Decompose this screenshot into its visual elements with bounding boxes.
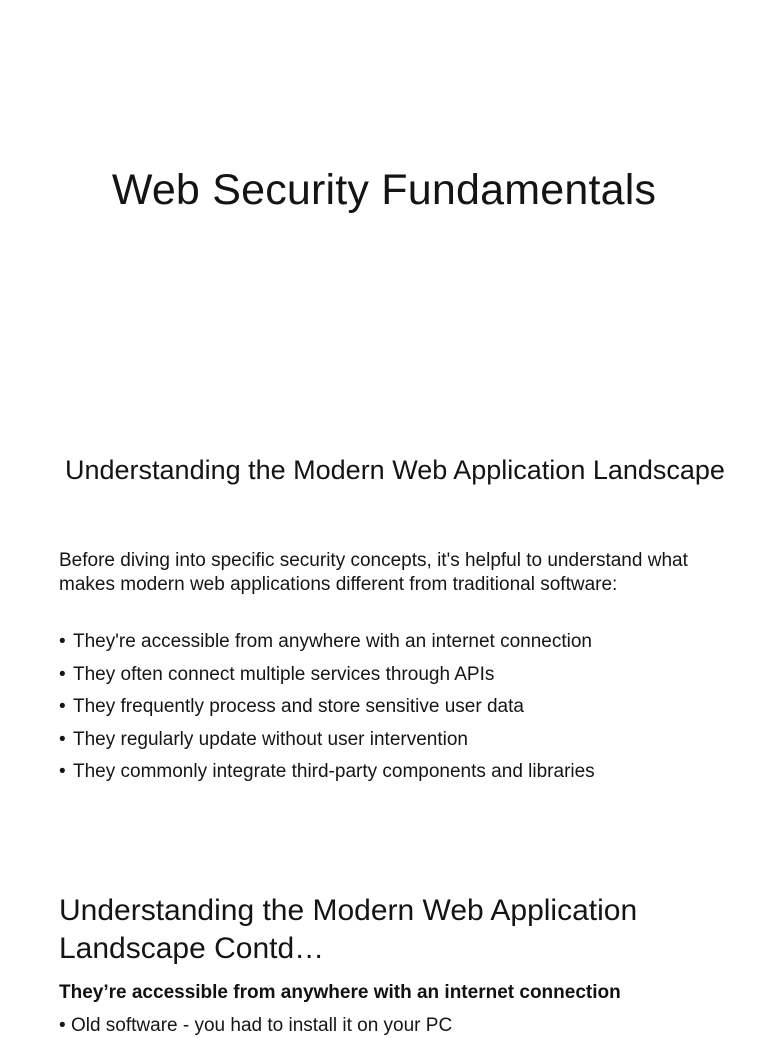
slide-heading: Understanding the Modern Web Application Landscape Contd… (59, 894, 638, 965)
list-item-text: They frequently process and store sensitive user data (73, 696, 524, 717)
list-item-text: They often connect multiple services through APIs (73, 663, 495, 685)
list-item-text: They're accessible from anywhere with an internet connection (73, 631, 593, 652)
list-item-text: Old software - you had to install it on your PC (70, 1015, 453, 1036)
slide-title (0, 0, 768, 430)
list-item-text: They commonly integrate third-party components and libraries (73, 761, 595, 782)
bullet-icon: • (59, 663, 66, 685)
bullet-icon: • (59, 728, 66, 750)
slide-subheading: They’re accessible from anywhere with an internet connection (59, 982, 621, 1003)
intro-paragraph: Before diving into specific security concepts, it's helpful to understand what makes modern web applications different from traditional software: (59, 550, 688, 595)
bullet-list (59, 630, 728, 793)
slide-heading: Understanding the Modern Web Application Landscape (65, 455, 725, 485)
bullet-icon: • (59, 761, 66, 782)
bullet-icon: • (59, 631, 66, 652)
slide-landscape (0, 430, 768, 850)
list-item (59, 760, 728, 784)
list-item (59, 1014, 452, 1038)
list-item (59, 630, 728, 654)
slide-landscape-contd (0, 850, 768, 1036)
presentation-title: Web Security Fundamentals (111, 166, 657, 214)
list-item-text: They regularly update without user intervention (73, 728, 469, 750)
bullet-icon: • (59, 1015, 66, 1036)
list-item (59, 695, 728, 719)
list-item (59, 728, 728, 752)
list-item (59, 663, 728, 687)
bullet-icon: • (59, 696, 66, 717)
